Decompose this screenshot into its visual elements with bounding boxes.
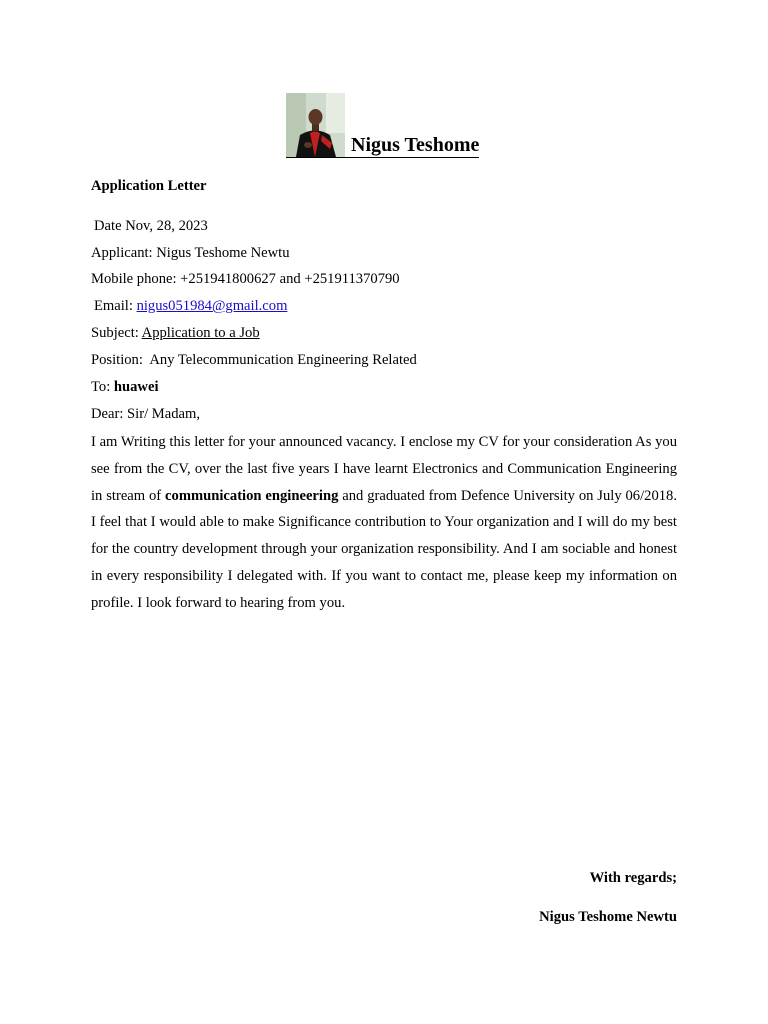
subject-value: Application to a Job: [141, 325, 260, 341]
letter-title: Application Letter: [91, 178, 207, 194]
subject-line: [91, 324, 260, 342]
applicant-line: Applicant: Nigus Teshome Newtu: [91, 245, 290, 261]
closing-line: With regards;: [589, 870, 677, 886]
position-line: Position: Any Telecommunication Engineering Related: [91, 352, 417, 368]
recipient-value: huawei: [113, 379, 159, 395]
subject-label: Subject:: [91, 325, 142, 341]
recipient-label: To:: [91, 379, 114, 395]
signature-name: Nigus Teshome Newtu: [539, 909, 677, 925]
letter-date: Date Nov, 28, 2023: [94, 218, 208, 234]
email-label: Email:: [94, 298, 137, 314]
letter-header: [286, 93, 479, 158]
body-text-part1: I am Writing this letter for your announced vacancy. I enclose my CV for your consideration As you see from the CV, over the last five years I have learnt Electronics and Communication Engineering in stream of: [91, 434, 677, 504]
letter-body: [91, 429, 677, 617]
body-text-part2: and graduated from Defence University on July 06/2018. I feel that I would able to make Significance contribution to Your organization and I will do my best for the country development through your organization responsibility. And I am sociable and honest in every responsibility I delegated with. If you want to contact me, please keep my information on profile. I look forward to hearing from you.: [91, 487, 677, 611]
salutation: Dear: Sir/ Madam,: [91, 406, 201, 422]
applicant-name-heading: Nigus Teshome: [351, 134, 480, 156]
mobile-phone-line: Mobile phone: +251941800627 and +251911370790: [91, 271, 400, 287]
recipient-line: [91, 378, 159, 396]
profile-photo-icon: [286, 93, 345, 157]
body-text-bold: communication engineering: [165, 487, 339, 504]
profile-photo: [286, 93, 345, 157]
email-line: [94, 297, 287, 315]
email-link[interactable]: nigus051984@gmail.com: [136, 298, 288, 314]
